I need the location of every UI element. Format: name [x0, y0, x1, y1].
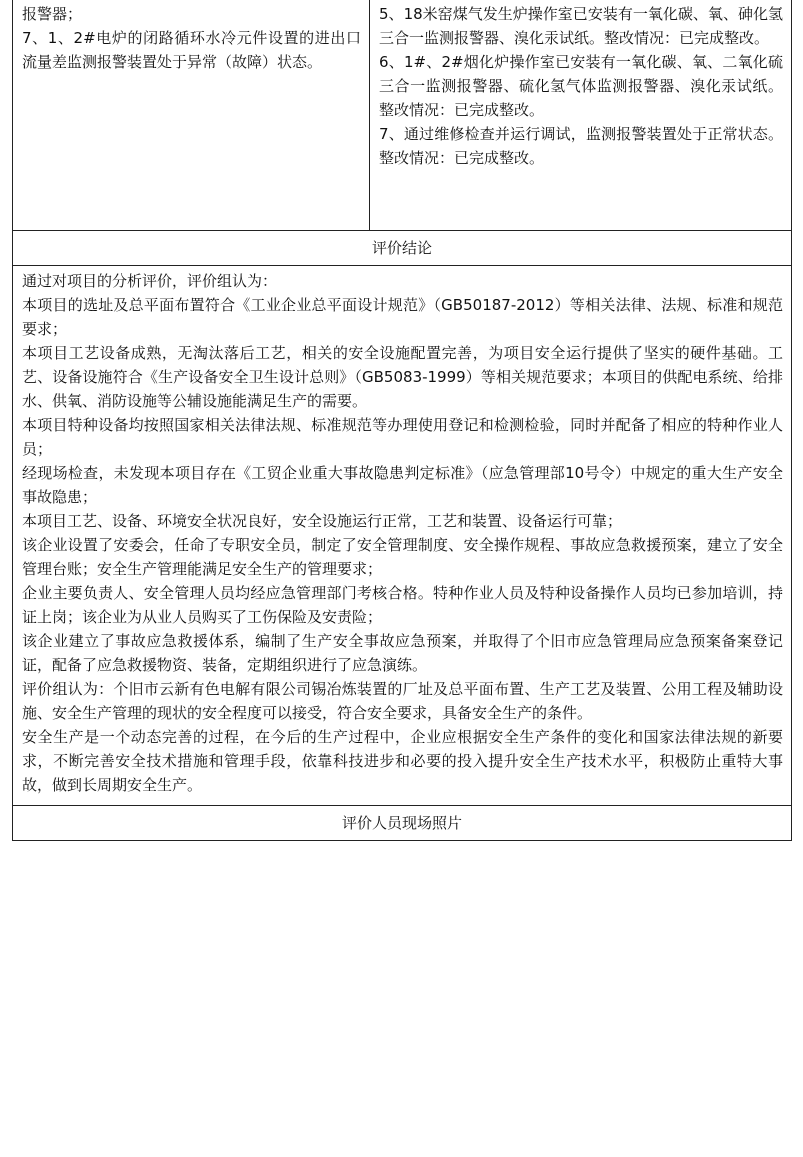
evaluation-table: [12, 0, 792, 841]
photos-heading-row: [13, 805, 792, 840]
rectification-cell: [370, 0, 792, 230]
conclusion-paragraph: 本项目特种设备均按照国家相关法律法规、标准规范等办理使用登记和检测检验，同时并配备了相应的特种作业人员；: [22, 415, 783, 458]
conclusion-text: [13, 266, 791, 805]
rectification-item: 7、通过维修检查并运行调试，监测报警装置处于正常状态。整改情况：已完成整改。: [379, 125, 783, 167]
issue-item: 报警器；: [22, 5, 83, 23]
conclusion-paragraph: 企业主要负责人、安全管理人员均经应急管理部门考核合格。特种作业人员及特种设备操作人员均已参加培训，持证上岗；该企业为从业人员购买了工伤保险及安责险；: [22, 583, 783, 626]
conclusion-paragraph: 评价组认为：个旧市云新有色电解有限公司锡冶炼装置的厂址及总平面布置、生产工艺及装置、公用工程及辅助设施、安全生产管理的现状的安全程度可以接受，符合安全要求，具备安全生产的条件。: [22, 679, 783, 722]
photos-heading: 评价人员现场照片: [13, 805, 792, 840]
conclusion-paragraph: 该企业建立了事故应急救援体系，编制了生产安全事故应急预案，并取得了个旧市应急管理局应急预案备案登记证，配备了应急救援物资、装备，定期组织进行了应急演练。: [22, 631, 783, 674]
issues-cell: [13, 0, 370, 230]
rectification-list: [370, 0, 791, 170]
conclusion-paragraph: 本项目工艺、设备、环境安全状况良好，安全设施运行正常，工艺和装置、设备运行可靠；: [22, 511, 623, 530]
issues-list: [13, 0, 369, 74]
conclusion-paragraph: 本项目工艺设备成熟，无淘汰落后工艺，相关的安全设施配置完善，为项目安全运行提供了坚实的硬件基础。工艺、设备设施符合《生产设备安全卫生设计总则》（GB5083-1999）等相关规范要求；本项目的供配电系统、给排水、供氧、消防设施等公辅设施能满足生产的需要。: [22, 343, 783, 410]
conclusion-paragraph: 安全生产是一个动态完善的过程，在今后的生产过程中，企业应根据安全生产条件的变化和国家法律法规的新要求，不断完善安全技术措施和管理手段，依靠科技进步和必要的投入提升安全生产技术水平，积极防止重特大事故，做到长周期安全生产。: [22, 727, 783, 794]
conclusion-heading-row: [13, 230, 792, 265]
rectification-item: 6、1#、2#烟化炉操作室已安装有一氧化碳、氧、二氧化硫三合一监测报警器、硫化氢气体监测报警器、溴化汞试纸。整改情况：已完成整改。: [379, 53, 783, 119]
conclusion-paragraph: 通过对项目的分析评价，评价组认为：: [22, 271, 278, 290]
conclusion-cell: [13, 265, 792, 805]
rectification-item: 5、18米窑煤气发生炉操作室已安装有一氧化碳、氧、砷化氢三合一监测报警器、溴化汞试纸。整改情况：已完成整改。: [379, 5, 783, 47]
conclusion-paragraph: 本项目的选址及总平面布置符合《工业企业总平面设计规范》（GB50187-2012）等相关法律、法规、标准和规范要求；: [22, 295, 783, 338]
conclusion-paragraph: 该企业设置了安委会，任命了专职安全员，制定了安全管理制度、安全操作规程、事故应急救援预案，建立了安全管理台账；安全生产管理能满足安全生产的管理要求；: [22, 535, 783, 578]
issue-item: 7、1、2#电炉的闭路循环水冷元件设置的进出口流量差监测报警装置处于异常（故障）状态。: [22, 29, 361, 71]
conclusion-body-row: [13, 265, 792, 805]
conclusion-paragraph: 经现场检查，未发现本项目存在《工贸企业重大事故隐患判定标准》（应急管理部10号令）中规定的重大生产安全事故隐患；: [22, 463, 783, 506]
rectification-row: [13, 0, 792, 230]
conclusion-heading: 评价结论: [13, 230, 792, 265]
